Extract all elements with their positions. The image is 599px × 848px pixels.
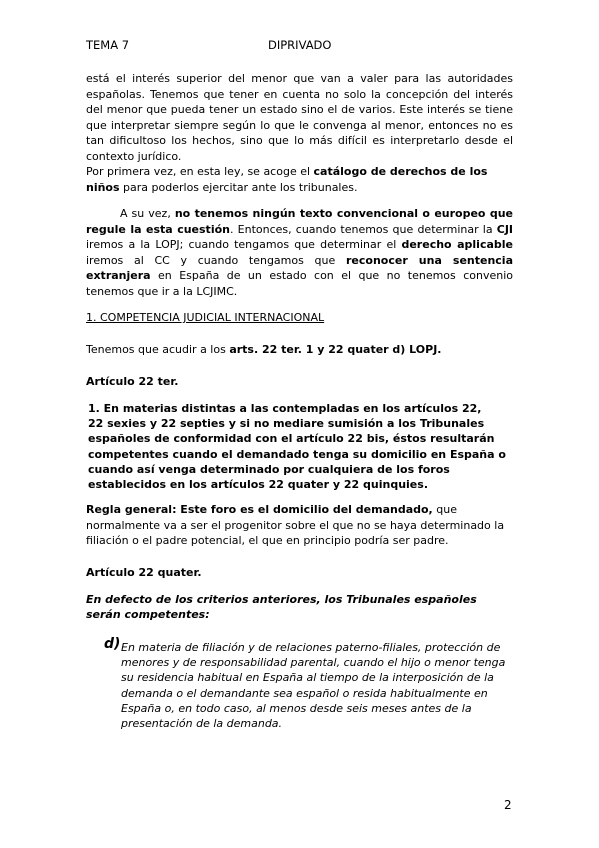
text-line: extranjera en España de un estado con el que no tenemos convenio — [86, 269, 513, 282]
header-topic: TEMA 7 — [86, 38, 130, 52]
paragraph-catalogo-line: Por primera vez, en esta ley, se acoge el catálogo de derechos de los — [86, 165, 488, 178]
arts-reference-line: Tenemos que acudir a los arts. 22 ter. 1 y 22 quater d) LOPJ. — [86, 343, 442, 356]
text-line: competentes cuando el demandado tenga su domicilio en España o — [88, 447, 506, 461]
text-line: 1. En materias distintas a las contempladas en los artículos 22, — [88, 402, 482, 415]
text-line: serán competentes: — [86, 608, 210, 621]
text-line: cuando así venga determinado por cualquiera de los foros — [88, 462, 450, 476]
paragraph-interes-menor — [86, 71, 513, 195]
text-line: A su vez, no tenemos ningún texto convencional o europeo que — [120, 207, 513, 220]
article-22-quater-heading: Artículo 22 quater. — [86, 566, 202, 579]
page-number: 2 — [504, 798, 512, 812]
text-line: iremos a la LOPJ; cuando tengamos que determinar el derecho aplicable — [86, 238, 513, 251]
header-subject: DIPRIVADO — [268, 38, 332, 52]
text-line: españolas. Tenemos que tener en cuenta no solo la concepción del interés — [86, 87, 513, 101]
paragraph-catalogo-line: niños para poderlos ejercitar ante los tribunales. — [86, 180, 358, 194]
text-line: establecidos en los artículos 22 quater y 22 quinquies. — [88, 478, 428, 492]
text-line: En materia de filiación y de relaciones paterno-filiales, protección de — [121, 641, 501, 654]
text-line: iremos al CC y cuando tengamos que reconocer una sentencia — [86, 253, 513, 267]
text-line: contexto jurídico. — [86, 149, 182, 163]
text-line: normalmente va a ser el progenitor sobre el que no se haya determinado la — [86, 518, 505, 532]
text-line: regule la esta cuestión. Entonces, cuando tenemos que determinar la CJI — [86, 222, 514, 236]
item-d-letter: d) — [104, 636, 121, 652]
text-line: españoles de conformidad con el artículo 22 bis, éstos resultarán — [88, 432, 495, 446]
text-line: Regla general: Este foro es el domicilio del demandado, que — [86, 503, 457, 516]
section-title: 1. COMPETENCIA JUDICIAL INTERNACIONAL — [86, 311, 325, 324]
text-line: tan dificultoso los hechos, sino que lo más difícil es interpretarlo desde el — [86, 134, 513, 147]
text-line: su residencia habitual en España al tiempo de la interposición de la — [121, 671, 494, 685]
text-line: demanda o el demandante sea español o resida habitualmente en — [121, 686, 488, 700]
article-22-ter-item-1 — [88, 401, 515, 492]
text-line: presentación de la demanda. — [121, 717, 283, 731]
text-line: menores y de responsabilidad parental, cuando el hijo o menor tenga — [121, 656, 506, 670]
text-line: tenemos que ir a la LCJIMC. — [86, 284, 238, 298]
text-line: filiación o el padre potencial, el que en principio podría ser padre. — [86, 534, 449, 547]
text-line: está el interés superior del menor que van a valer para las autoridades — [86, 72, 513, 85]
paragraph-regla-general — [86, 502, 513, 549]
item-d-text — [121, 640, 513, 731]
paragraph-no-convencional — [86, 206, 513, 299]
article-22-ter-heading: Artículo 22 ter. — [86, 375, 179, 388]
text-line: del menor que pueda tener un estado sino el de varios. Este interés se tiene — [86, 103, 513, 116]
defecto-criterios-heading — [86, 592, 513, 622]
text-line: que interpretar siempre según lo que le convenga al menor, entonces no es — [86, 118, 513, 132]
text-line: 22 sexies y 22 septies y si no mediare sumisión a los Tribunales — [88, 417, 485, 431]
text-line: En defecto de los criterios anteriores, los Tribunales españoles — [86, 593, 477, 606]
text-line: España o, en todo caso, al menos desde seis meses antes de la — [121, 701, 472, 715]
